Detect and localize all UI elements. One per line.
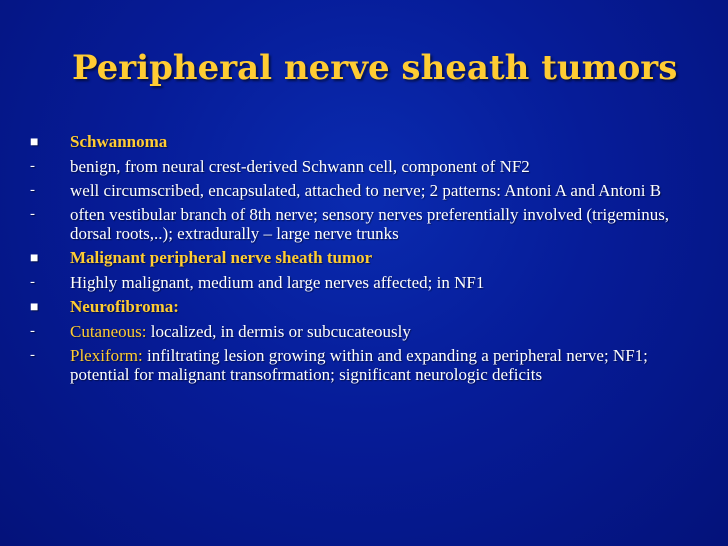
text-plexiform: infiltrating lesion growing within and expanding a peripheral nerve; NF1; potential for malignant transofrmation; significant neurologic deficits bbox=[70, 346, 648, 384]
text-cutaneous: localized, in dermis or subcucateously bbox=[146, 322, 411, 341]
bullet-list bbox=[30, 132, 700, 389]
square-bullet-icon: ■ bbox=[30, 251, 39, 266]
bullet-text: Highly malignant, medium and large nerves affected; in NF1 bbox=[70, 273, 485, 292]
sub-bullet-schwannoma-morphology bbox=[30, 181, 700, 200]
label-plexiform: Plexiform: bbox=[70, 346, 143, 365]
bullet-text: well circumscribed, encapsulated, attached to nerve; 2 patterns: Antoni A and Antoni B bbox=[70, 181, 662, 200]
bullet-schwannoma bbox=[30, 132, 700, 152]
dash-bullet-icon: - bbox=[30, 323, 35, 339]
bullet-text bbox=[70, 346, 700, 384]
bullet-text: often vestibular branch of 8th nerve; sensory nerves preferentially involved (trigeminus, dorsal roots,..); extradurally – large nerve trunks bbox=[70, 205, 670, 243]
dash-bullet-icon: - bbox=[30, 182, 35, 198]
heading-schwannoma: Schwannoma bbox=[70, 132, 168, 151]
heading-neurofibroma: Neurofibroma: bbox=[70, 297, 179, 316]
sub-bullet-plexiform bbox=[30, 346, 700, 384]
square-bullet-icon: ■ bbox=[30, 300, 39, 315]
dash-bullet-icon: - bbox=[30, 158, 35, 174]
dash-bullet-icon: - bbox=[30, 206, 35, 222]
dash-bullet-icon: - bbox=[30, 347, 35, 363]
slide-title: Peripheral nerve sheath tumors bbox=[72, 48, 678, 88]
bullet-text bbox=[70, 322, 700, 341]
sub-bullet-cutaneous bbox=[30, 322, 700, 341]
sub-bullet-mpnst bbox=[30, 273, 700, 292]
bullet-neurofibroma bbox=[30, 297, 700, 317]
square-bullet-icon: ■ bbox=[30, 135, 39, 150]
dash-bullet-icon: - bbox=[30, 274, 35, 290]
bullet-mpnst bbox=[30, 248, 700, 268]
label-cutaneous: Cutaneous: bbox=[70, 322, 147, 341]
sub-bullet-schwannoma-location bbox=[30, 205, 700, 243]
bullet-text: benign, from neural crest-derived Schwann cell, component of NF2 bbox=[70, 157, 530, 176]
heading-mpnst: Malignant peripheral nerve sheath tumor bbox=[70, 248, 373, 267]
sub-bullet-schwannoma-origin bbox=[30, 157, 700, 176]
